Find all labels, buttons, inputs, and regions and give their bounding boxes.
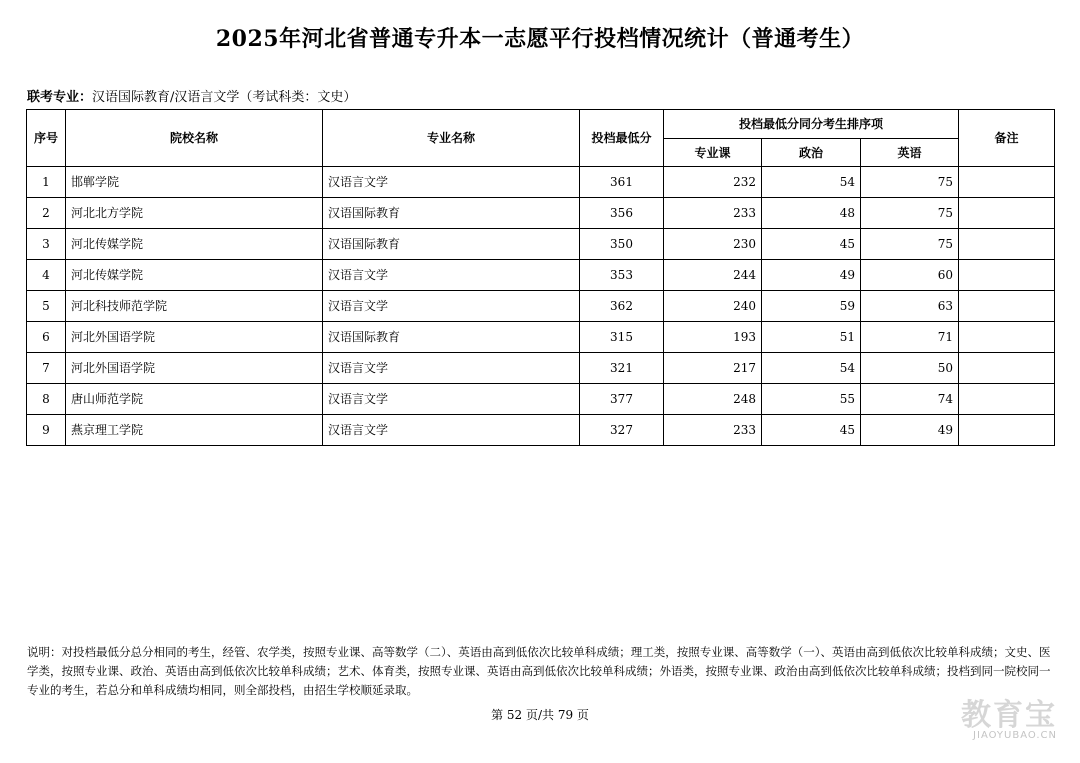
table-row — [27, 415, 1055, 446]
professional-score-cell: 193 — [664, 322, 762, 353]
table-row — [27, 384, 1055, 415]
remark-cell — [959, 260, 1055, 291]
min-score-cell: 353 — [580, 260, 664, 291]
english-score-cell: 71 — [861, 322, 959, 353]
major-name-cell: 汉语言文学 — [323, 260, 580, 291]
school-name-cell: 河北科技师范学院 — [66, 291, 323, 322]
remark-cell — [959, 291, 1055, 322]
english-score-cell: 49 — [861, 415, 959, 446]
explanation-note: 说明：对投档最低分总分相同的考生，经管、农学类，按照专业课、高等数学（二）、英语由高到低依次比较单科成绩；理工类，按照专业课、高等数学（一）、英语由高到低依次比较单科成绩；文史、医学类，按照专业课、政治、英语由高到低依次比较单科成绩；艺术、体育类，按照专业课、英语由高到低依次比较单科成绩；外语类，按照专业课、政治由高到低依次比较单科成绩；投档到同一院校同一专业的考生，若总分和单科成绩均相同，则全部投档，由招生学校顺延录取。 — [27, 645, 1051, 697]
professional-score-cell: 233 — [664, 415, 762, 446]
school-name-cell: 燕京理工学院 — [66, 415, 323, 446]
politics-score-cell: 49 — [762, 260, 861, 291]
major-name-cell: 汉语国际教育 — [323, 229, 580, 260]
table-row — [27, 260, 1055, 291]
row-index-cell: 9 — [27, 415, 66, 446]
english-score-cell: 50 — [861, 353, 959, 384]
remark-cell — [959, 353, 1055, 384]
remark-cell — [959, 384, 1055, 415]
english-score-cell: 63 — [861, 291, 959, 322]
professional-score-cell: 232 — [664, 167, 762, 198]
min-score-cell: 350 — [580, 229, 664, 260]
professional-score-cell: 240 — [664, 291, 762, 322]
school-name-cell: 唐山师范学院 — [66, 384, 323, 415]
header-tiebreak: 投档最低分同分考生排序项 — [664, 110, 959, 139]
row-index-cell: 8 — [27, 384, 66, 415]
table-row — [27, 353, 1055, 384]
header-professional: 专业课 — [664, 139, 762, 167]
school-name-cell: 河北传媒学院 — [66, 260, 323, 291]
professional-score-cell: 233 — [664, 198, 762, 229]
row-index-cell: 5 — [27, 291, 66, 322]
row-index-cell: 2 — [27, 198, 66, 229]
row-index-cell: 1 — [27, 167, 66, 198]
major-name-cell: 汉语言文学 — [323, 353, 580, 384]
table-row — [27, 322, 1055, 353]
table-row — [27, 167, 1055, 198]
english-score-cell: 74 — [861, 384, 959, 415]
row-index-cell: 4 — [27, 260, 66, 291]
header-min-score: 投档最低分 — [580, 110, 664, 167]
min-score-cell: 321 — [580, 353, 664, 384]
min-score-cell: 315 — [580, 322, 664, 353]
min-score-cell: 377 — [580, 384, 664, 415]
major-name-cell: 汉语言文学 — [323, 415, 580, 446]
subject-label: 联考专业： — [27, 90, 93, 105]
header-remark: 备注 — [959, 110, 1055, 167]
politics-score-cell: 59 — [762, 291, 861, 322]
english-score-cell: 75 — [861, 198, 959, 229]
subject-value: 汉语国际教育/汉语言文学（考试科类：文史） — [92, 90, 357, 105]
table-row — [27, 291, 1055, 322]
admission-table — [26, 109, 1055, 446]
table-row — [27, 229, 1055, 260]
watermark-url: JIAOYUBAO.CN — [973, 730, 1057, 741]
major-name-cell: 汉语国际教育 — [323, 322, 580, 353]
remark-cell — [959, 198, 1055, 229]
major-name-cell: 汉语言文学 — [323, 384, 580, 415]
header-major: 专业名称 — [323, 110, 580, 167]
min-score-cell: 356 — [580, 198, 664, 229]
subject-line — [27, 86, 356, 105]
min-score-cell: 327 — [580, 415, 664, 446]
watermark-text: 教育宝 — [961, 698, 1057, 733]
header-english: 英语 — [861, 139, 959, 167]
header-index: 序号 — [27, 110, 66, 167]
school-name-cell: 邯郸学院 — [66, 167, 323, 198]
row-index-cell: 6 — [27, 322, 66, 353]
politics-score-cell: 45 — [762, 415, 861, 446]
english-score-cell: 75 — [861, 167, 959, 198]
politics-score-cell: 55 — [762, 384, 861, 415]
major-name-cell: 汉语国际教育 — [323, 198, 580, 229]
school-name-cell: 河北北方学院 — [66, 198, 323, 229]
politics-score-cell: 45 — [762, 229, 861, 260]
remark-cell — [959, 167, 1055, 198]
page-title: 2025年河北省普通专升本一志愿平行投档情况统计（普通考生） — [215, 26, 865, 52]
watermark-logo — [918, 690, 1063, 750]
professional-score-cell: 244 — [664, 260, 762, 291]
remark-cell — [959, 415, 1055, 446]
major-name-cell: 汉语言文学 — [323, 291, 580, 322]
header-school: 院校名称 — [66, 110, 323, 167]
remark-cell — [959, 322, 1055, 353]
min-score-cell: 362 — [580, 291, 664, 322]
remark-cell — [959, 229, 1055, 260]
politics-score-cell: 54 — [762, 167, 861, 198]
professional-score-cell: 248 — [664, 384, 762, 415]
min-score-cell: 361 — [580, 167, 664, 198]
header-politics: 政治 — [762, 139, 861, 167]
page-footer: 第 52 页/共 79 页 — [491, 708, 589, 722]
english-score-cell: 60 — [861, 260, 959, 291]
row-index-cell: 7 — [27, 353, 66, 384]
politics-score-cell: 54 — [762, 353, 861, 384]
professional-score-cell: 230 — [664, 229, 762, 260]
school-name-cell: 河北外国语学院 — [66, 353, 323, 384]
table-body — [27, 167, 1055, 446]
politics-score-cell: 51 — [762, 322, 861, 353]
english-score-cell: 75 — [861, 229, 959, 260]
school-name-cell: 河北传媒学院 — [66, 229, 323, 260]
school-name-cell: 河北外国语学院 — [66, 322, 323, 353]
major-name-cell: 汉语言文学 — [323, 167, 580, 198]
table-row — [27, 198, 1055, 229]
row-index-cell: 3 — [27, 229, 66, 260]
politics-score-cell: 48 — [762, 198, 861, 229]
professional-score-cell: 217 — [664, 353, 762, 384]
